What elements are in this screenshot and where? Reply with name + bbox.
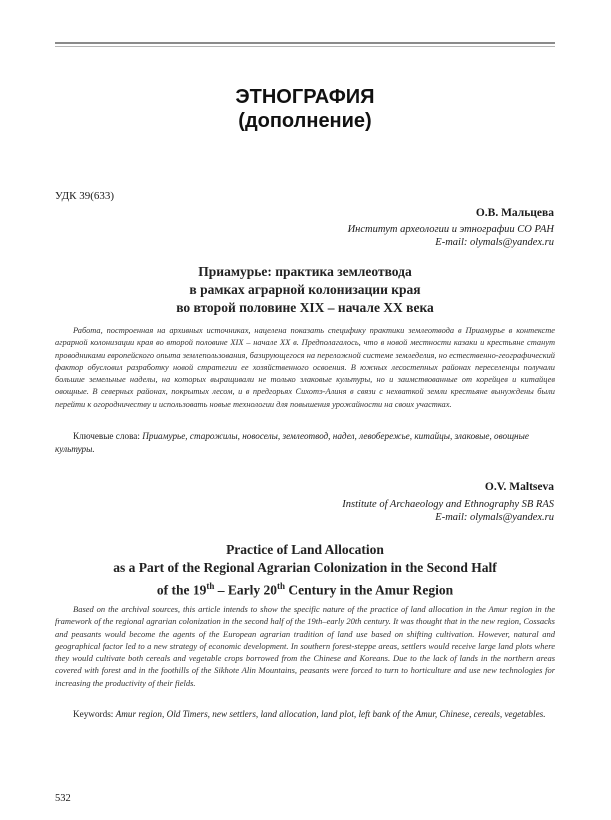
article-title-en-line: as a Part of the Regional Agrarian Colonization in the Second Half [113,560,497,575]
title-en-part: Century in the Amur Region [285,582,454,598]
section-title: ЭТНОГРАФИЯ [235,86,375,108]
title-en-part: of the 19 [156,582,207,598]
udk-code: УДК 39(633) [55,190,115,202]
abstract-en: Based on the archival sources, this article intends to show the specific nature of the practice of land allocation in the Amur region in the framework of the regional agrarian colonization in the second half of the 19th–early 20th century. It was thought that in the new region, Cossacks and peasants would become the agents of the European agrarian tradition of land use based on shifting cultivation. However, natural and geographical factor led to a new strategy of economic development. In southern forest-steppe areas, settlers would receive large land plots where they would cultivate both cereals and vegetable crops borrowed from the Chinese and Koreans. Due to the lack of lands in the northern areas covered with forest and in the foothills of the Sikhote Alin Mountains, peasants were forced to turn to horticulture and use new technologies for increasing the productivity of their fields. [55,604,555,688]
keywords-ru-label: Ключевые слова: [73,431,140,441]
abstract-ru: Работа, построенная на архивных источниках, нацелена показать специфику практики землеотвода в Приамурье в контексте аграрной колонизации края во второй половине XIX – начале XX в. Предполагалось, что в новой местности казаки и крестьяне станут проводниками европейского опыта землепользования, базирующегося на переложной системе земледелия, но естественно-географический фактор обусловил разработку новой стратегии ее хозяйственного освоения. В южных лесостепных районах переселенцы получали большие земельные наделы, на которых выращивали не только злаковые культуры, но и заимствованные от корейцев и китайцев овощные. В северных районах, покрытых лесом, и в предгорьях Сихотэ-Алиня в связи с нехваткой земли крестьяне вынуждены были перейти к огородничеству и использовать новые технологии для повышения урожайности на своих участках. [55,326,555,409]
page-number: 532 [55,793,71,804]
email-ru: E-mail: olymals@yandex.ru [435,236,554,248]
keywords-en-label: Keywords: [73,709,114,719]
keywords-ru-list: Приамурье, старожилы, новоселы, землеотвод, надел, левобережье, китайцы, злаковые, овощные культуры. [55,431,529,454]
affiliation-ru [348,224,554,249]
header-rule [55,42,555,44]
article-title-ru [55,263,555,317]
author-ru: О.В. Мальцева [475,207,554,219]
title-en-sup: th [276,581,285,591]
section-subtitle: (дополнение) [238,110,372,132]
affiliation-en-name: Institute of Archaeology and Ethnography SB RAS [342,499,554,510]
article-title-en [55,541,555,600]
author-en: O.V. Maltseva [484,481,554,493]
affiliation-en [342,499,554,524]
keywords-en-list: Amur region, Old Timers, new settlers, land allocation, land plot, left bank of the Amur, Chinese, cereals, vegetables. [115,709,546,719]
title-en-sup: th [206,581,215,591]
article-title-en-line [55,577,555,600]
article-title-ru-line: во второй половине XIX – начале XX века [176,300,434,315]
article-title-ru-line: Приамурье: практика землеотвода [198,264,412,279]
article-title-en-line: Practice of Land Allocation [226,542,384,557]
article-title-ru-line: в рамках аграрной колонизации края [189,282,421,297]
affiliation-ru-name: Институт археологии и этнографии СО РАН [347,224,554,235]
email-en: E-mail: olymals@yandex.ru [435,511,554,523]
keywords-ru [55,430,555,455]
title-en-part: – Early 20 [214,582,277,598]
keywords-en [55,708,555,721]
header-rule-thin [55,46,555,47]
